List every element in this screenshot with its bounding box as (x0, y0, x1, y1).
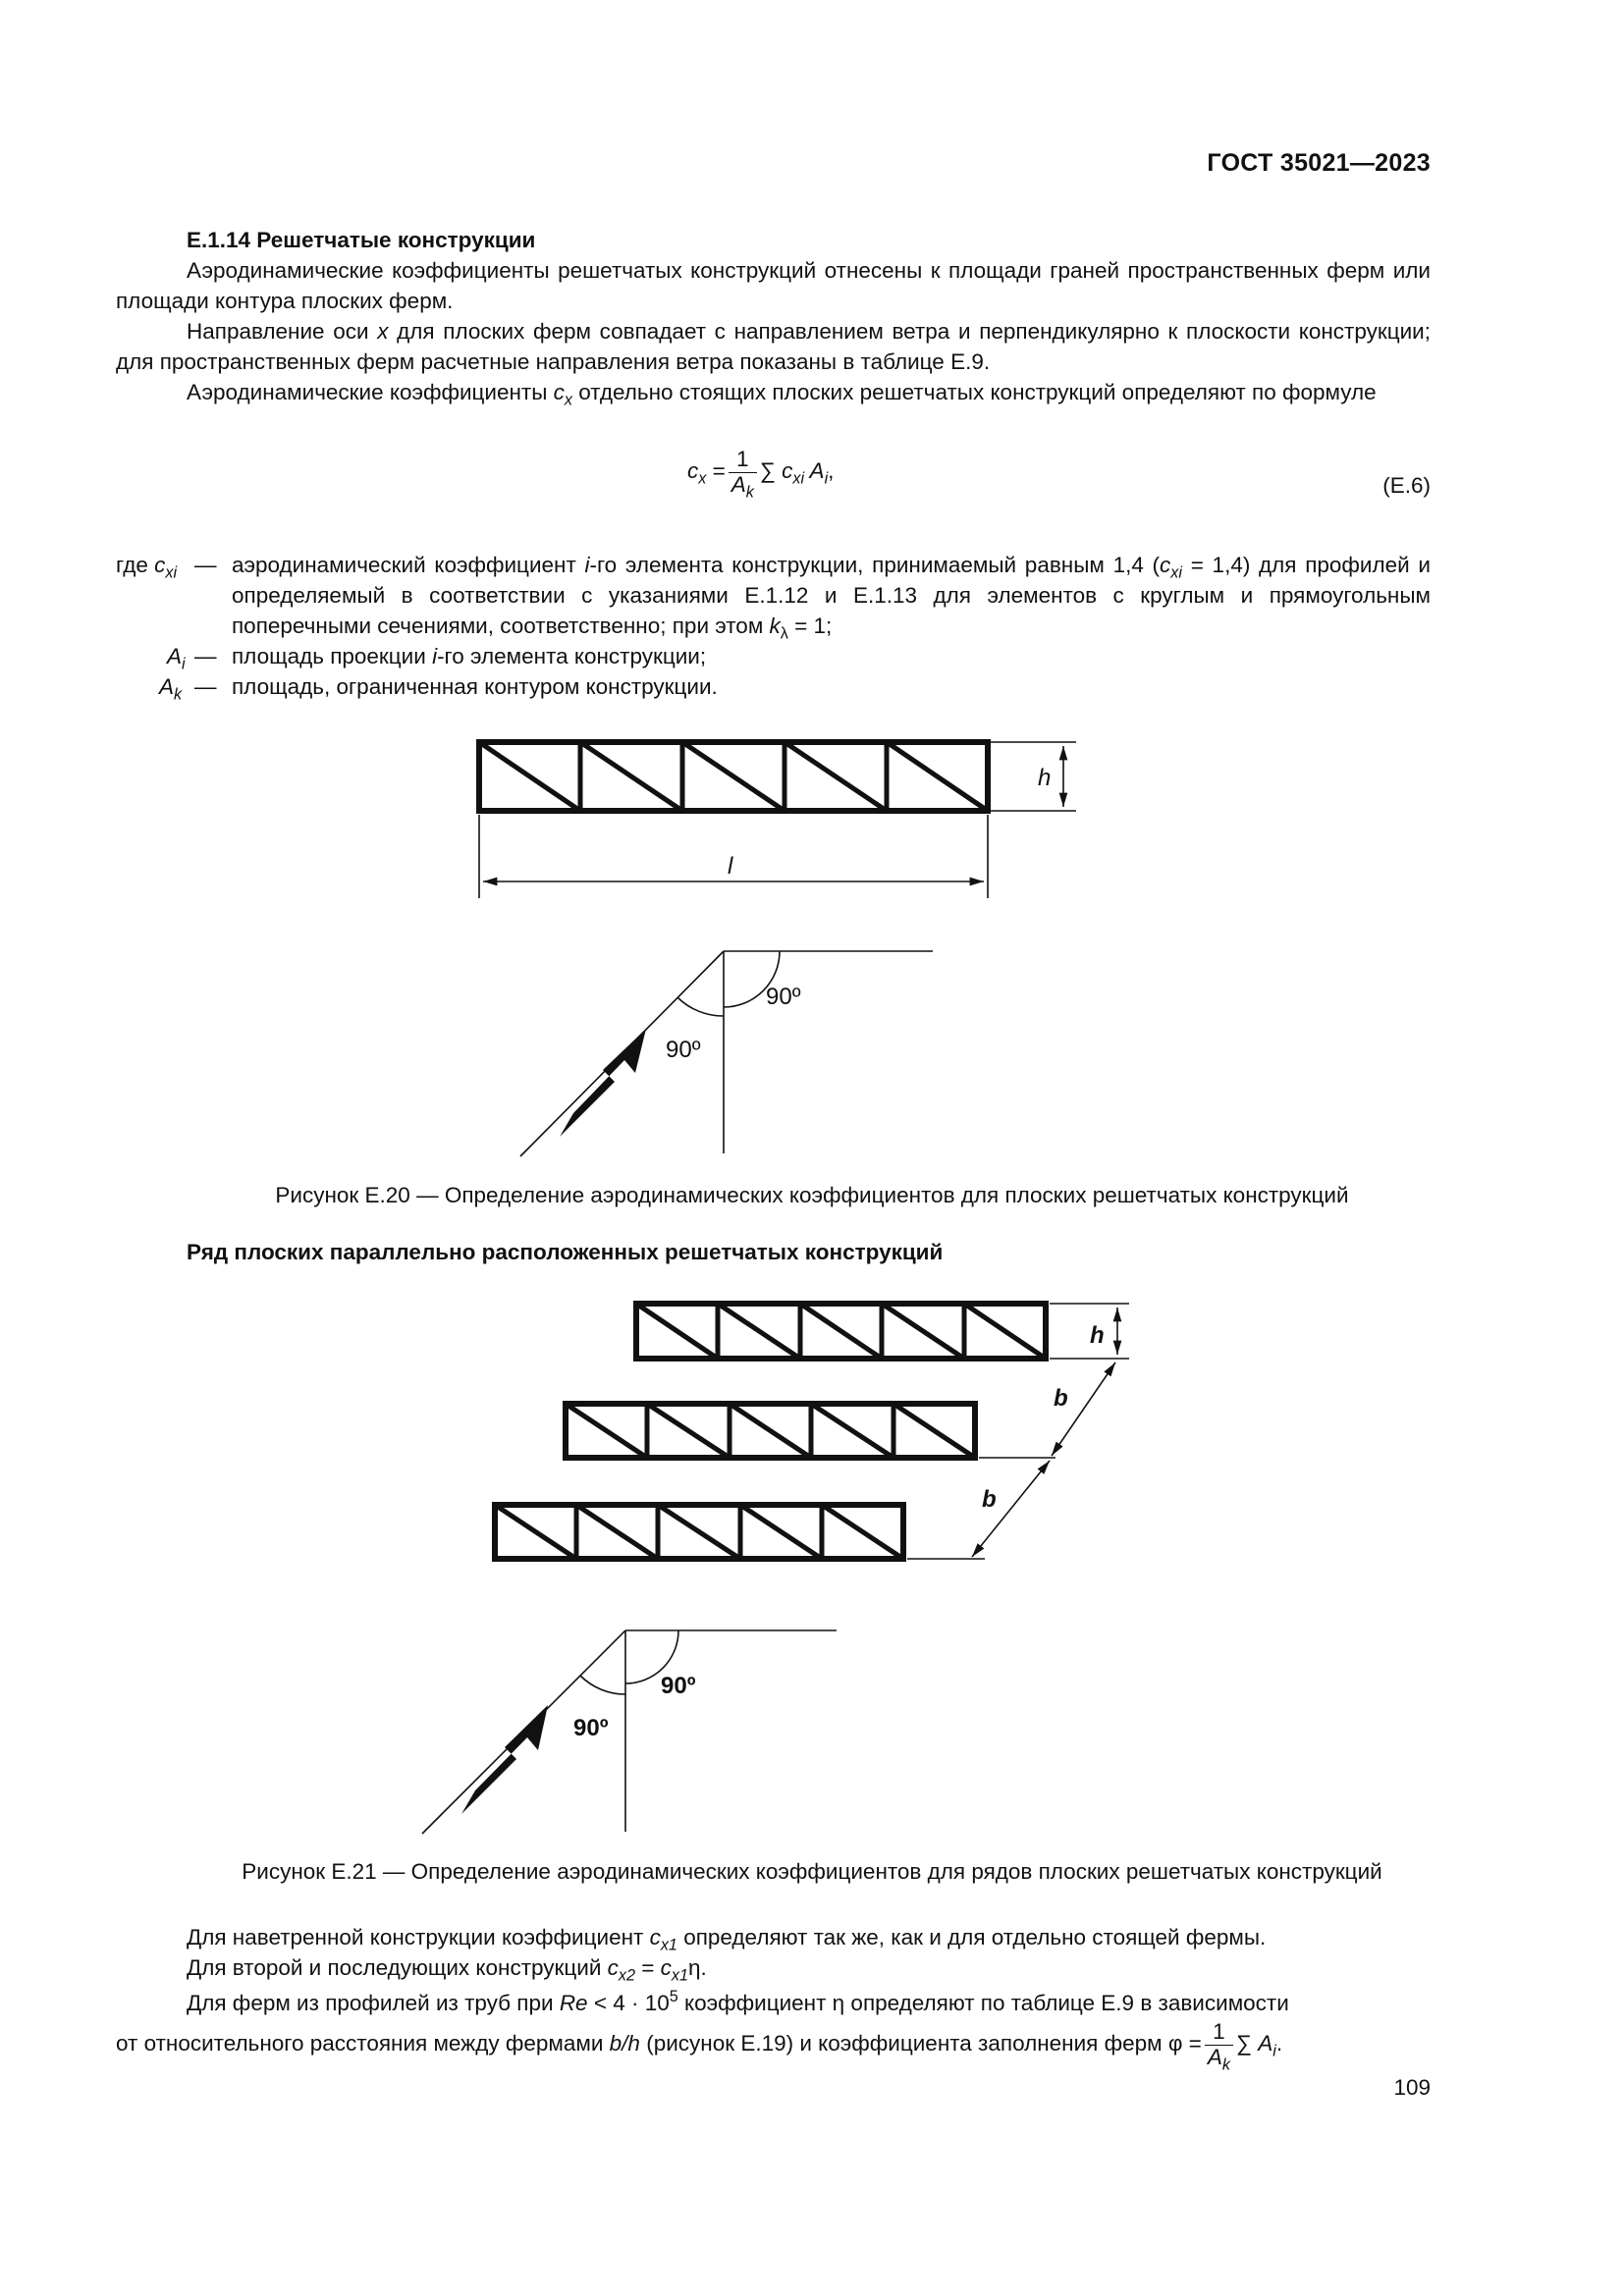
page-number: 109 (1393, 2075, 1431, 2100)
bottom-line-1: Для наветренной конструкции коэффициент $c_{x1}$ определяют так же, как и для отдельно стоящей фермы. (187, 1925, 1267, 1954)
figure-e20-caption: Рисунок Е.20 — Определение аэродинамических коэффициентов для плоских решетчатых конструкций (275, 1183, 1349, 1207)
figure-e21-label-b2: b (982, 1486, 997, 1513)
section-title: Е.1.14 Решетчатые конструкции (187, 228, 536, 252)
definition-ak: $A_k$ — площадь, ограниченная контуром конструкции. (159, 674, 718, 704)
bottom-line-3: Для ферм из профилей из труб при $Re < 4 \cdot 10^5$ коэффициент η определяют по таблице Е.9 в зависимости (187, 1988, 1289, 2015)
figure-e21-label-b1: b (1054, 1385, 1068, 1412)
figure-e21-angle-1: 90º (661, 1673, 696, 1699)
figure-e21-truss-1 (636, 1304, 1046, 1359)
definition-ai: $A_i$ — площадь проекции i-го элемента конструкции; (167, 644, 707, 673)
figure-e20-wind-arrow (560, 1029, 646, 1137)
equation-e6: $c_x$ = $\frac{1}{A_k}$ ∑ $c_{xi}$ $A_i$, (687, 447, 835, 502)
figure-e20-angle-2: 90º (666, 1037, 701, 1063)
figure-e20-label-l: l (728, 853, 733, 880)
figure-e21-label-h: h (1090, 1322, 1105, 1349)
figure-e21-angle-2: 90º (573, 1715, 609, 1741)
standard-header: ГОСТ 35021—2023 (1207, 149, 1431, 177)
paragraph-3: Аэродинамические коэффициенты $c_x$ отдельно стоящих плоских решетчатых конструкций определяют по формуле (187, 380, 1377, 409)
figure-e21-truss-3 (495, 1505, 903, 1559)
equation-number: (Е.6) (1382, 473, 1431, 498)
paragraph-1: Аэродинамические коэффициенты решетчатых конструкций отнесены к площади граней пространственных ферм или площади контура плоских ферм. (116, 258, 1431, 313)
figure-e20-angle-1: 90º (766, 984, 801, 1010)
figure-e20-truss (479, 742, 988, 811)
bottom-line-4: от относительного расстояния между фермами b/h (рисунок Е.19) и коэффициента заполнения ферм φ = $\frac{1}{A_k}$ ∑ $A_i$. (116, 2019, 1283, 2074)
paragraph-2: Направление оси x для плоских ферм совпадает с направлением ветра и перпендикулярно к плоскости конструкции; для пространственных ферм расчетные направления ветра показаны в таблице Е.9. (116, 319, 1431, 374)
definition-cxi: где $c_{xi}$ — аэродинамический коэффициент i-го элемента конструкции, принимаемый равным 1,4 $(c_{xi} = 1,4)$ для профилей и определяемый в соответствии с указаниями Е.1.12 и Е.1.13 для элементов с круглым и прямоугольным поперечными сечениями, соответственно; при этом $k_\lambda = 1$; (116, 553, 1431, 643)
figure-e20-label-h: h (1038, 765, 1052, 791)
figure-e21-wind-diagram (422, 1630, 837, 1834)
subheading-parallel-trusses: Ряд плоских параллельно расположенных решетчатых конструкций (187, 1240, 944, 1264)
figure-e21-truss-2 (566, 1404, 975, 1458)
bottom-line-2: Для второй и последующих конструкций $c_{x2} = c_{x1}\eta$. (187, 1955, 707, 1985)
figure-e20-wind-diagram (520, 951, 933, 1156)
figure-e21-caption: Рисунок Е.21 — Определение аэродинамических коэффициентов для рядов плоских решетчатых конструкций (242, 1859, 1382, 1884)
figure-e21-wind-arrow (461, 1705, 548, 1814)
